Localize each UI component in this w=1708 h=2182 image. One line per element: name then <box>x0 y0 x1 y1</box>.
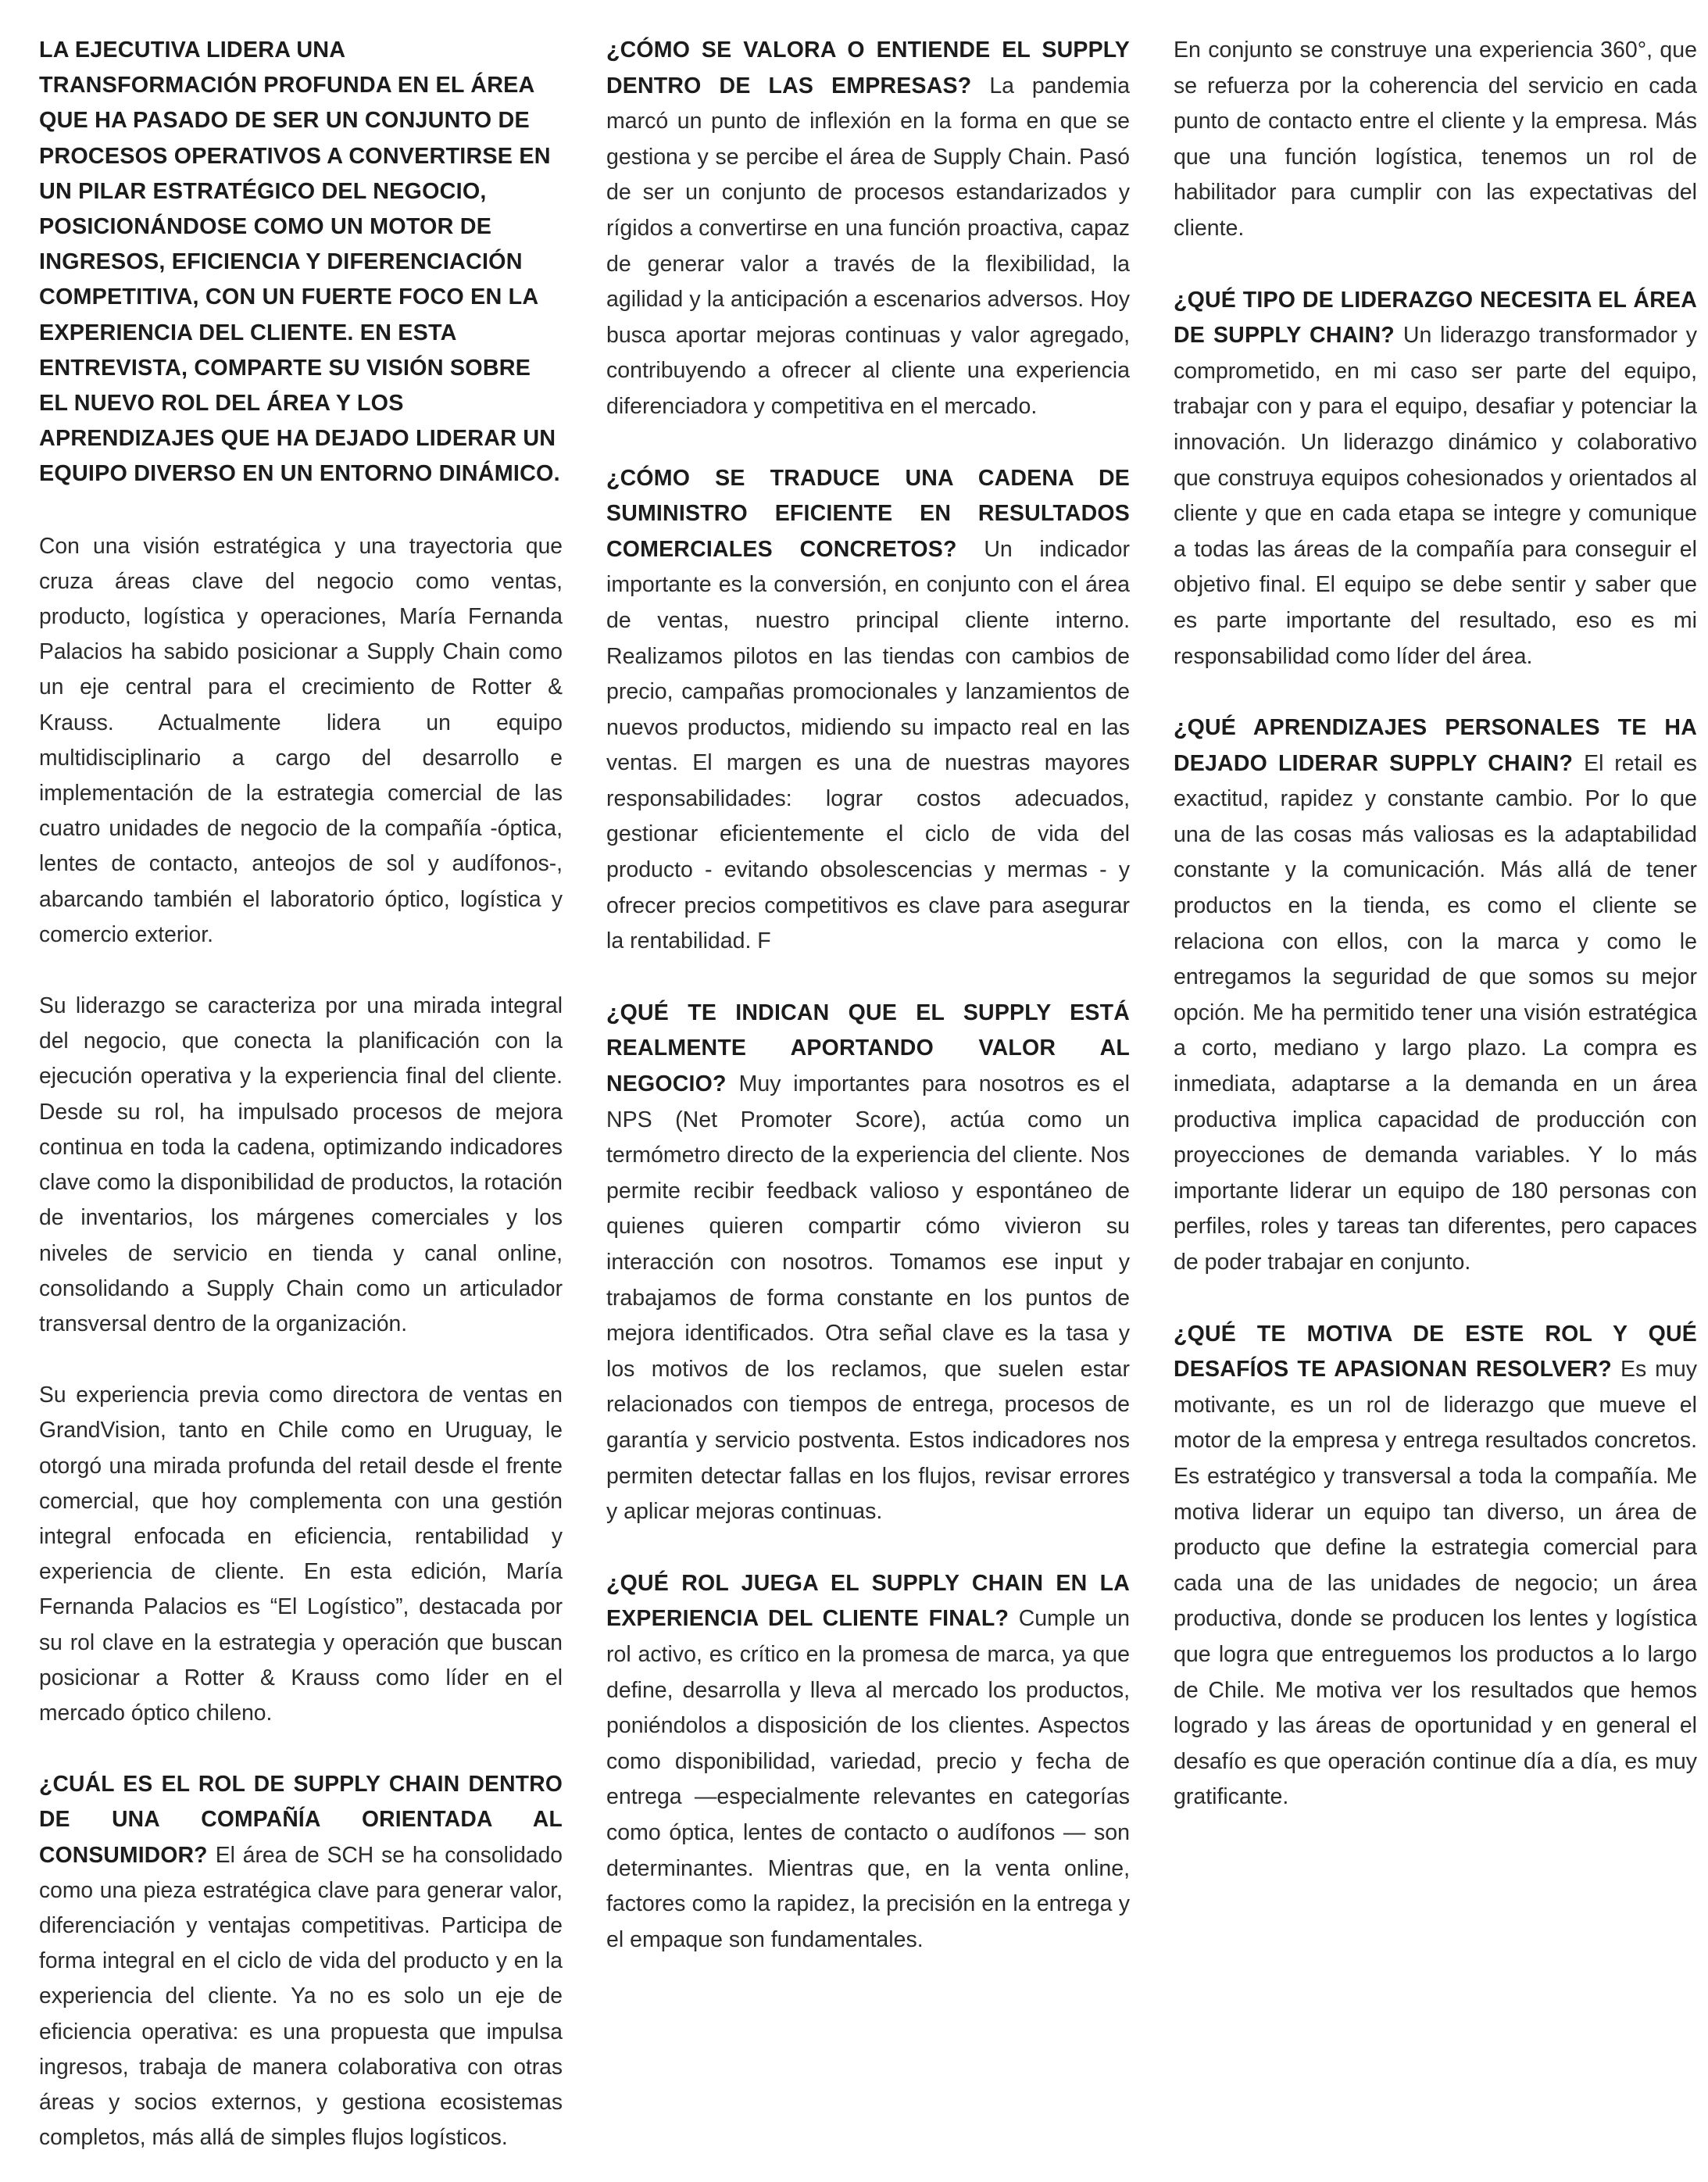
interview-question: ¿QUÉ TE MOTIVA DE ESTE ROL Y QUÉ DESAFÍOS TE APASIONAN RESOLVER? <box>1174 1321 1697 1383</box>
article-lead: LA EJECUTIVA LIDERA UNA TRANSFORMACIÓN PROFUNDA EN EL ÁREA QUE HA PASADO DE SER UN CONJUNTO DE PROCESOS OPERATIVOS A CONVERTIRSE EN UN PILAR ESTRATÉGICO DEL NEGOCIO, POSICIONÁNDOSE COMO UN MOTOR DE INGRESOS, EFICIENCIA Y DIFERENCIACIÓN COMPETITIVA, CON UN FUERTE FOCO EN LA EXPERIENCIA DEL CLIENTE. EN ESTA ENTREVISTA, COMPARTE SU VISIÓN SOBRE EL NUEVO ROL DEL ÁREA Y LOS APRENDIZAJES QUE HA DEJADO LIDERAR UN EQUIPO DIVERSO EN UN ENTORNO DINÁMICO. <box>39 38 560 487</box>
article-column-3 <box>1174 33 1697 1815</box>
article-column-1 <box>39 33 563 2155</box>
intro-paragraph: Su experiencia previa como directora de ventas en GrandVision, tanto en Chile como en Uruguay, le otorgó una mirada profunda del retail desde el frente comercial, que hoy complementa con una gestión integral enfocada en eficiencia, rentabilidad y experiencia de cliente. En esta edición, María Fernanda Palacios es “El Logístico”, destacada por su rol clave en la estrategia y operación que buscan posicionar a Rotter & Krauss como líder en el mercado óptico chileno. <box>39 1382 563 1725</box>
interview-question: ¿QUÉ TIPO DE LIDERAZGO NECESITA EL ÁREA DE SUPPLY CHAIN? <box>1174 287 1697 349</box>
qa-block <box>606 1566 1130 1958</box>
interview-answer: Muy importantes para nosotros es el NPS (Net Promoter Score), actúa como un termómetro directo de la experiencia del cliente. Nos permite recibir feedback valioso y espontáneo de quienes quieren compartir cómo vivieron su interacción con nosotros. Tomamos ese input y trabajamos de forma constante en los puntos de mejora identificados. Otra señal clave es la tasa y los motivos de los reclamos, que suelen estar relacionados con tiempos de entrega, procesos de garantía y servicio postventa. Estos indicadores nos permiten detectar fallas en los flujos, revisar errores y aplicar mejoras continuas. <box>606 1071 1130 1525</box>
qa-block <box>1174 283 1697 675</box>
interview-question: ¿QUÉ APRENDIZAJES PERSONALES TE HA DEJADO LIDERAR SUPPLY CHAIN? <box>1174 715 1697 776</box>
interview-question: ¿CÓMO SE TRADUCE UNA CADENA DE SUMINISTRO EFICIENTE EN RESULTADOS COMERCIALES CONCRETOS? <box>606 465 1130 562</box>
intro-paragraph: Con una visión estratégica y una trayectoria que cruza áreas clave del negocio como ventas, producto, logística y operaciones, María Fernanda Palacios ha sabido posicionar a Supply Chain como un eje central para el crecimiento de Rotter & Krauss. Actualmente lidera un equipo multidisciplinario a cargo del desarrollo e implementación de la estrategia comercial de las cuatro unidades de negocio de la compañía -óptica, lentes de contacto, anteojos de sol y audífonos-, abarcando también el laboratorio óptico, logística y comercio exterior. <box>39 532 563 946</box>
interview-answer: Un liderazgo transformador y comprometido, en mi caso ser parte del equipo, trabajar con y para el equipo, desafiar y potenciar la innovación. Un liderazgo dinámico y colaborativo que construya equipos cohesionados y orientados al cliente y que en cada etapa se integre y comunique a todas las áreas de la compañía para conseguir el objetivo final. El equipo se debe sentir y saber que es parte importante del resultado, eso es mi responsabilidad como líder del área. <box>1174 323 1698 669</box>
interview-answer: El retail es exactitud, rapidez y constante cambio. Por lo que una de las cosas más valiosas es la adaptabilidad constante y la comunicación. Más allá de tener productos en la tienda, es como el cliente se relaciona con ellos, con la marca y como le entregamos la seguridad de que somos su mejor opción. Me ha permitido tener una visión estratégica a corto, mediano y largo plazo. La compra es inmediata, adaptarse a la demanda en un área productiva implica capacidad de producción con proyecciones de demanda variables. Y lo más importante liderar un equipo de 180 personas con perfiles, roles y tareas tan diferentes, pero capaces de poder trabajar en conjunto. <box>1174 750 1697 1275</box>
interview-answer: Es muy motivante, es un rol de liderazgo que mueve el motor de la empresa y entrega resultados concretos. Es estratégico y transversal a toda la compañía. Me motiva liderar un equipo tan diverso, un área de producto que define la estrategia comercial para cada una de las unidades de negocio; un área productiva, donde se producen los lentes y logística que logra que entreguemos los productos a lo largo de Chile. Me motiva ver los resultados que hemos logrado y las áreas de oportunidad y en general el desafío es que operación continue día a día, es muy gratificante. <box>1174 1357 1697 1810</box>
intro-paragraph: Su liderazgo se caracteriza por una mirada integral del negocio, que conecta la planificación con la ejecución operativa y la experiencia final del cliente. Desde su rol, ha impulsado procesos de mejora continua en toda la cadena, optimizando indicadores clave como la disponibilidad de productos, la rotación de inventarios, los márgenes comerciales y los niveles de servicio en tienda y canal online, consolidando a Supply Chain como un articulador transversal dentro de la organización. <box>39 993 563 1336</box>
interview-question: ¿CUÁL ES EL ROL DE SUPPLY CHAIN DENTRO DE UNA COMPAÑÍA ORIENTADA AL CONSUMIDOR? <box>39 1771 563 1867</box>
qa-block <box>39 1766 563 2155</box>
qa-block <box>606 996 1130 1530</box>
interview-question: ¿CÓMO SE VALORA O ENTIENDE EL SUPPLY DENTRO DE LAS EMPRESAS? <box>606 38 1130 98</box>
qa-block <box>606 33 1130 425</box>
interview-question: ¿QUÉ ROL JUEGA EL SUPPLY CHAIN EN LA EXPERIENCIA DEL CLIENTE FINAL? <box>606 1570 1130 1632</box>
interview-answer: La pandemia marcó un punto de inflexión en la forma en que se gestiona y se percibe el área de Supply Chain. Pasó de ser un conjunto de procesos estandarizados y rígidos a convertirse en una función proactiva, capaz de generar valor a través de la flexibilidad, la agilidad y la anticipación a escenarios adversos. Hoy busca aportar mejoras continuas y valor agregado, contribuyendo a ofrecer al cliente una experiencia diferenciadora y competitiva en el mercado. <box>606 73 1130 419</box>
interview-answer: El área de SCH se ha consolidado como una pieza estratégica clave para generar valor, diferenciación y ventajas competitivas. Participa de forma integral en el ciclo de vida del producto y en la experiencia del cliente. Ya no es solo un eje de eficiencia operativa: es una propuesta que impulsa ingresos, trabaja de manera colaborativa con otras áreas y socios externos, y gestiona ecosistemas completos, más allá de simples flujos logísticos. <box>39 1841 563 2150</box>
qa-block <box>1174 1317 1697 1815</box>
interview-answer: Cumple un rol activo, es crítico en la promesa de marca, ya que define, desarrolla y lleva al mercado los productos, poniéndolos a disposición de los clientes. Aspectos como disponibilidad, variedad, precio y fecha de entrega —especialmente relevantes en categorías como óptica, lentes de contacto o audífonos — son determinantes. Mientras que, en la venta online, factores como la rapidez, la precisión en la entrega y el empaque son fundamentales. <box>606 1606 1130 1952</box>
interview-question: ¿QUÉ TE INDICAN QUE EL SUPPLY ESTÁ REALMENTE APORTANDO VALOR AL NEGOCIO? <box>606 1000 1130 1097</box>
qa-block <box>1174 710 1697 1281</box>
followup-paragraph: En conjunto se construye una experiencia 360°, que se refuerza por la coherencia del servicio en cada punto de contacto entre el cliente y la empresa. Más que una función logística, tenemos un rol de habilitador para cumplir con las expectativas del cliente. <box>1174 38 1697 241</box>
interview-answer: Un indicador importante es la conversión, en conjunto con el área de ventas, nuestro principal cliente interno. Realizamos pilotos en las tiendas con cambios de precio, campañas promocionales y lanzamientos de nuevos productos, midiendo su impacto real en las ventas. El margen es una de nuestras mayores responsabilidades: lograr costos adecuados, gestionar eficientemente el ciclo de vida del producto - evitando obsolescencias y mermas - y ofrecer precios competitivos es clave para asegurar la rentabilidad. F <box>606 536 1130 954</box>
qa-block <box>606 461 1130 960</box>
article-column-2-content <box>606 33 1130 1958</box>
